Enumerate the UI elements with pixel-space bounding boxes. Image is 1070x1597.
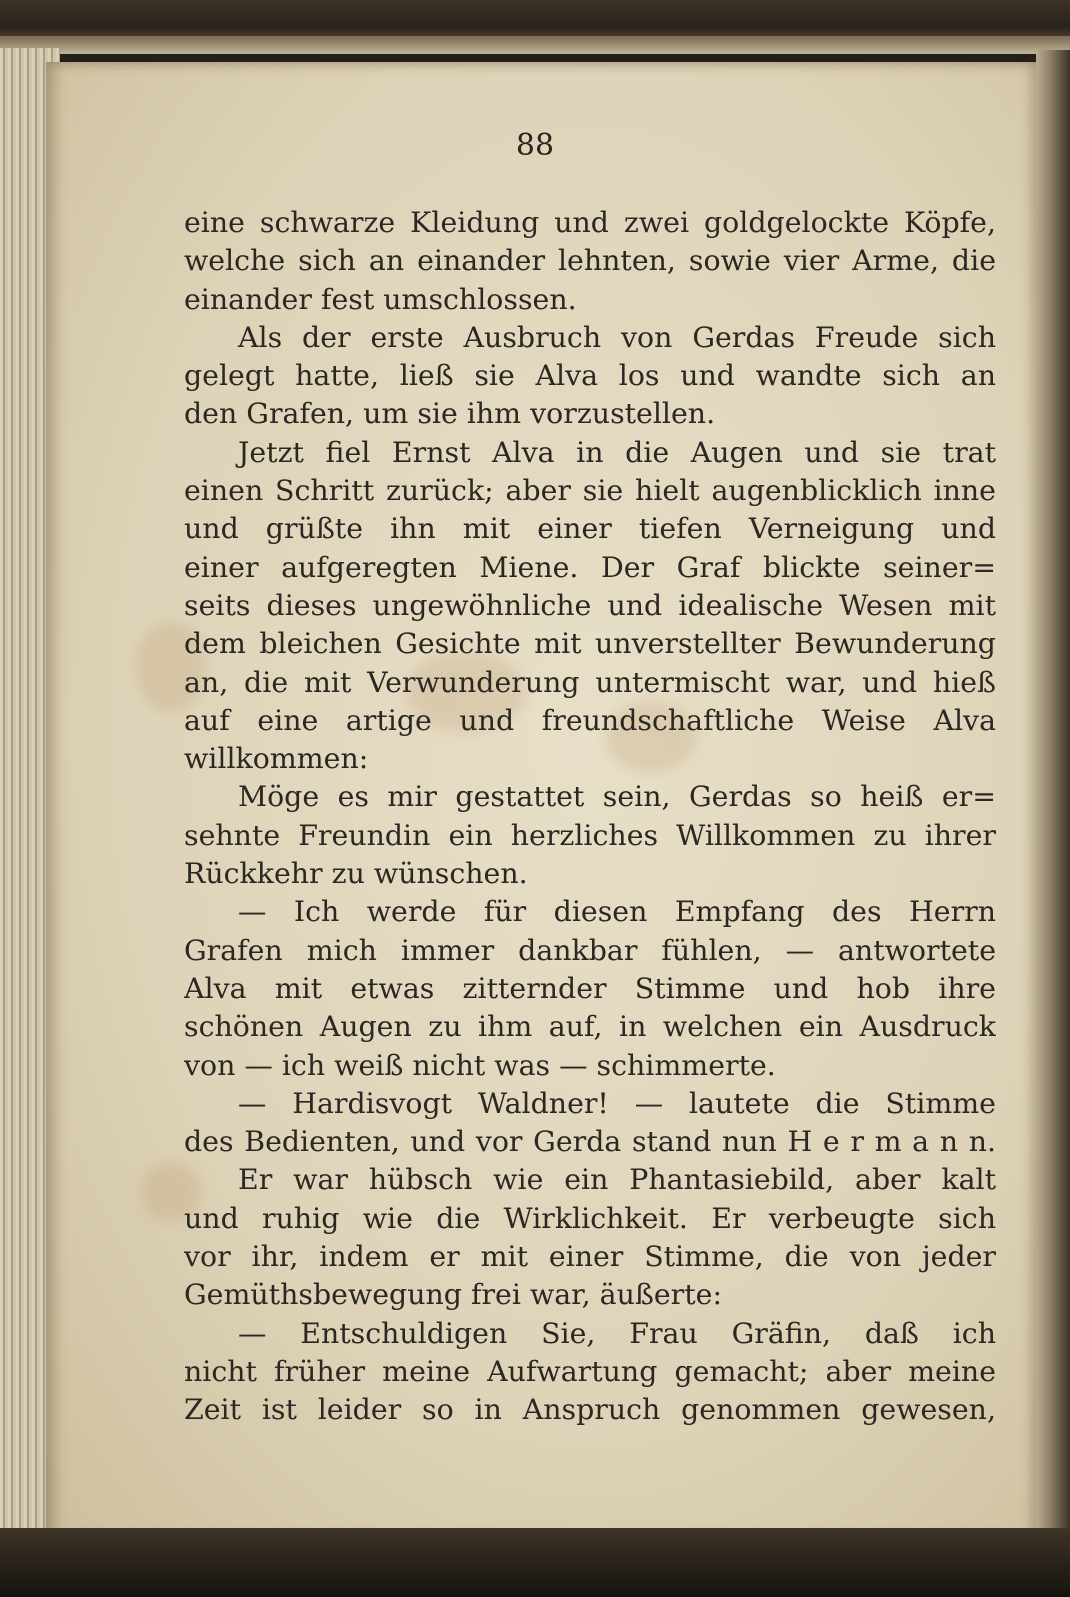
text-line: — Hardisvogt Waldner! — lautete die Stimme xyxy=(238,1086,996,1120)
text-line: Er war hübsch wie ein Phantasiebild, aber kalt xyxy=(238,1163,996,1197)
text-line: vor ihr, indem er mit einer Stimme, die von jeder xyxy=(184,1240,996,1274)
text-line: den Grafen, um sie ihm vorzustellen. xyxy=(184,397,716,431)
text-line: eine schwarze Kleidung und zwei goldgelockte Köpfe, xyxy=(184,206,996,239)
text-line: Als der erste Ausbruch von Gerdas Freude sich xyxy=(238,320,996,354)
text-line: seits dieses ungewöhnliche und idealische Wesen mit xyxy=(184,588,996,622)
text-line: einander fest umschlossen. xyxy=(184,282,577,316)
text-line: einer aufgeregten Miene. Der Graf blickte seiner= xyxy=(184,550,996,584)
text-line: und ruhig wie die Wirklichkeit. Er verbeugte sich xyxy=(184,1201,996,1235)
text-line: Zeit ist leider so in Anspruch genommen gewesen, xyxy=(184,1393,996,1427)
text-line: sehnte Freundin ein herzliches Willkommen zu ihrer xyxy=(184,818,996,852)
body-text xyxy=(184,204,996,1430)
text-line: — Ich werde für diesen Empfang des Herrn xyxy=(238,895,996,929)
text-line: auf eine artige und freundschaftliche Weise Alva xyxy=(184,703,996,737)
text-line: Alva mit etwas zitternder Stimme und hob ihre xyxy=(184,971,996,1005)
text-line: Gemüthsbewegung frei war, äußerte: xyxy=(184,1278,723,1312)
text-line: des Bedienten, und vor Gerda stand nun H e r m a n n. xyxy=(184,1125,996,1159)
text-line: einen Schritt zurück; aber sie hielt augenblicklich inne xyxy=(184,474,996,508)
text-line: an, die mit Verwunderung untermischt war, und hieß xyxy=(184,665,996,699)
text-line: Möge es mir gestattet sein, Gerdas so heiß er= xyxy=(238,780,996,814)
text-line: Jetzt fiel Ernst Alva in die Augen und sie trat xyxy=(238,435,996,469)
page-number: 88 xyxy=(515,128,555,163)
text-line: willkommen: xyxy=(184,742,369,776)
text-line: nicht früher meine Aufwartung gemacht; aber meine xyxy=(184,1354,996,1388)
page-edge-top xyxy=(0,36,1070,54)
text-line: gelegt hatte, ließ sie Alva los und wandte sich an xyxy=(184,359,996,393)
book-cover-bottom xyxy=(0,1528,1070,1597)
text-line: welche sich an einander lehnten, sowie vier Arme, die xyxy=(184,244,996,278)
text-line: — Entschuldigen Sie, Frau Gräfin, daß ich xyxy=(238,1316,996,1350)
page-edge-right xyxy=(1036,50,1070,1550)
text-line: dem bleichen Gesichte mit unverstellter Bewunderung xyxy=(184,627,996,661)
text-line: Grafen mich immer dankbar fühlen, — antwortete xyxy=(184,933,996,967)
text-line: von — ich weiß nicht was — schimmerte. xyxy=(184,1048,776,1082)
text-line: Rückkehr zu wünschen. xyxy=(184,857,528,891)
text-line: schönen Augen zu ihm auf, in welchen ein Ausdruck xyxy=(184,1010,996,1044)
text-line: und grüßte ihn mit einer tiefen Verneigung und xyxy=(184,512,996,546)
